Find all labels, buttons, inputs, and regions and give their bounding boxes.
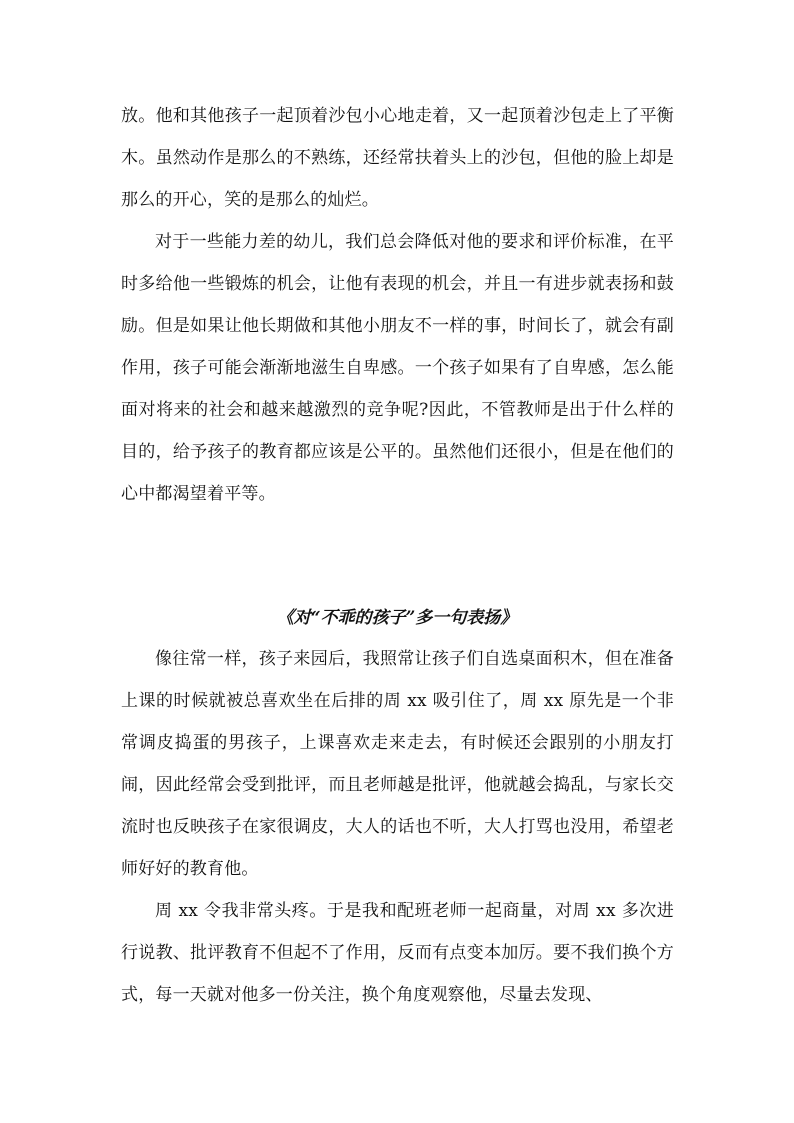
paragraph-intro-zhou: 像往常一样，孩子来园后，我照常让孩子们自选桌面积木，但在准备上课的时候就被总喜欢坐在后排的周 xx 吸引住了，周 xx 原先是一个非常调皮捣蛋的男孩子，上课喜欢走来走去，有时候还会跟别的小朋友打闹，因此经常会受到批评，而且老师越是批评，他就越会捣乱，与家长交流时也反映孩子在家很调皮，大人的话也不听，大人打骂也没用，希望老师好好的教育他。: [121, 649, 674, 879]
section-2: [121, 638, 674, 1016]
section-1: [121, 95, 674, 515]
paragraph-self-esteem: 对于一些能力差的幼儿，我们总会降低对他的要求和评价标准，在平时多给他一些锻炼的机会，让他有表现的机会，并且一有进步就表扬和鼓励。但是如果让他长期做和其他小朋友不一样的事，时间长了，就会有副作用，孩子可能会渐渐地滋生自卑感。一个孩子如果有了自卑感，怎么能面对将来的社会和越来越激烈的竞争呢?因此，不管教师是出于什么样的目的，给予孩子的教育都应该是公平的。虽然他们还很小，但是在他们的心中都渴望着平等。: [121, 232, 674, 504]
paragraph-strategy: 周 xx 令我非常头疼。于是我和配班老师一起商量，对周 xx 多次进行说教、批评教育不但起不了作用，反而有点变本加厉。要不我们换个方式，每一天就对他多一份关注，换个角度观察他，尽量去发现、: [121, 901, 674, 1005]
article-title: 《对“不乖的孩子”多一句表扬》: [276, 608, 518, 628]
paragraph-continued: 放。他和其他孩子一起顶着沙包小心地走着，又一起顶着沙包走上了平衡木。虽然动作是那么的不熟练，还经常扶着头上的沙包，但他的脸上却是那么的开心，笑的是那么的灿烂。: [121, 106, 674, 210]
